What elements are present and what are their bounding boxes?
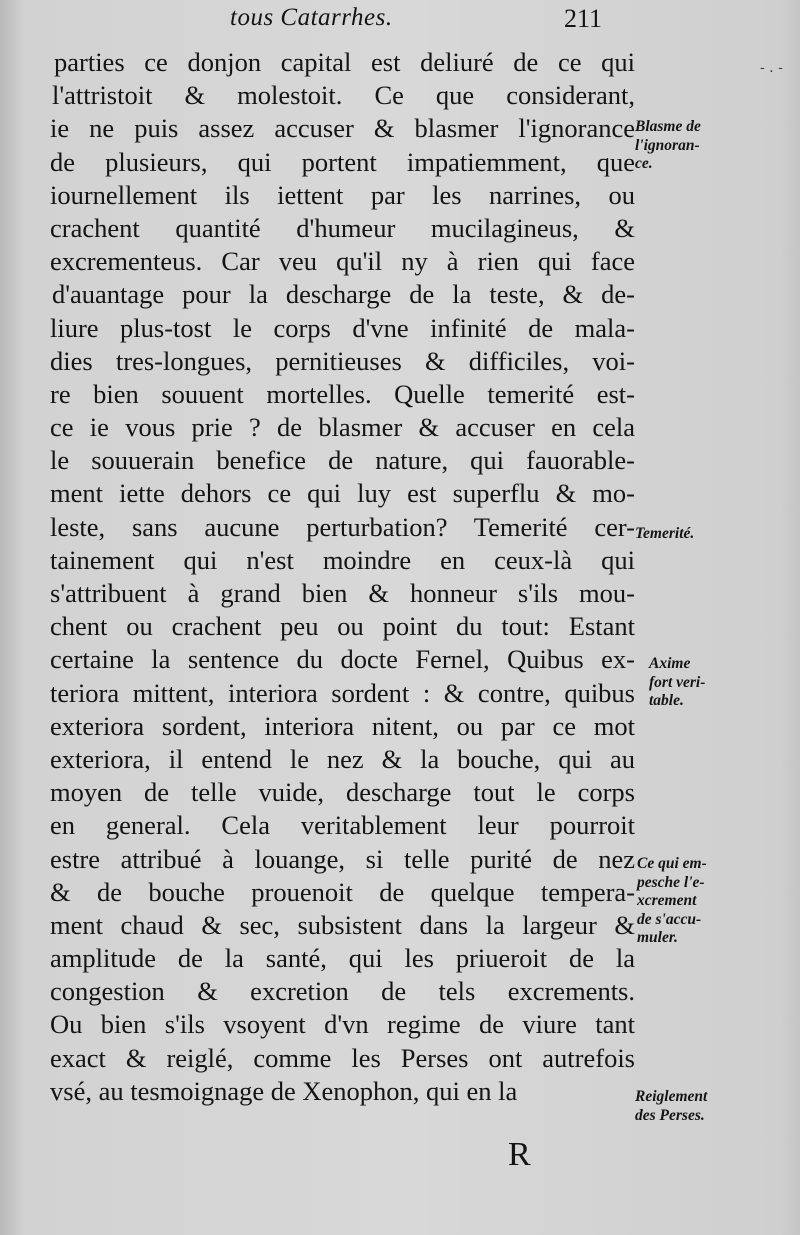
text-line: re bien souuent mortelles. Quelle temerité est- (50, 378, 635, 409)
text-line: Ou bien s'ils vsoyent d'vn regime de viure tant (50, 1009, 635, 1040)
marginal-note-line: Reiglement (635, 1088, 708, 1105)
text-line: & de bouche prouenoit de quelque tempera- (50, 876, 635, 907)
text-line: exteriora, il entend le nez & la bouche, qui au (50, 743, 635, 774)
text-line: certaine la sentence du docte Fernel, Quibus ex- (50, 644, 635, 675)
text-line: congestion & excretion de tels excrements. (50, 976, 635, 1007)
marginal-note-line: Blasme de (635, 118, 701, 135)
catchword: R (508, 1136, 531, 1173)
marginal-note-line: ce. (635, 155, 653, 172)
text-line: en general. Cela veritablement leur pourroit (50, 810, 635, 841)
text-line: leste, sans aucune perturbation? Temerité cer- (50, 511, 635, 542)
marginal-note-line: xcrement (637, 892, 697, 909)
text-line: d'auantage pour la descharge de la teste, & de- (52, 279, 635, 310)
marginal-note-line: des Perses. (635, 1106, 705, 1124)
text-line: l'attristoit & molestoit. Ce que considerant, (52, 80, 635, 111)
text-line: dies tres-longues, pernitieuses & difficiles, voi- (50, 345, 635, 376)
body-text (50, 46, 635, 1108)
text-line: vsé, au tesmoignage de Xenophon, qui en la (50, 1075, 518, 1106)
marginal-note (649, 655, 705, 711)
marginal-note (635, 525, 694, 544)
marginal-note-line: Ce qui em- (637, 855, 707, 872)
marginal-note (635, 1088, 707, 1125)
marginal-note-line: pesche l'e- (637, 873, 705, 891)
text-line: tainement qui n'est moindre en ceux-là qui (50, 544, 635, 575)
margin-mark: - . - (760, 60, 783, 76)
text-line: amplitude de la santé, qui les priueroit de la (50, 943, 635, 974)
marginal-note-line: table. (649, 692, 684, 709)
marginal-note-line: Temerité. (635, 525, 695, 542)
marginal-note (637, 855, 707, 948)
text-line: crachent quantité d'humeur mucilagineus, & (50, 212, 635, 243)
text-line: moyen de telle vuide, descharge tout le corps (50, 777, 635, 808)
page-number: 211 (564, 4, 603, 33)
text-line: ce ie vous prie ? de blasmer & accuser en cela (50, 412, 635, 443)
text-line: ment chaud & sec, subsistent dans la largeur & (50, 909, 635, 940)
text-line: ment iette dehors ce qui luy est superflu & mo- (50, 478, 635, 509)
marginal-note-line: fort veri- (649, 673, 706, 691)
marginal-note-line: Axime (649, 655, 691, 672)
marginal-note-line: muler. (637, 929, 678, 946)
text-line: s'attribuent à grand bien & honneur s'ils mou- (50, 578, 635, 608)
text-line: exteriora sordent, interiora nitent, ou par ce mot (50, 710, 635, 741)
text-line: liure plus-tost le corps d'vne infinité de mala- (50, 312, 635, 343)
text-line: le souuerain benefice de nature, qui fauorable- (50, 445, 635, 476)
text-line: exact & reiglé, comme les Perses ont autrefois (50, 1042, 635, 1073)
text-line: excrementeus. Car veu qu'il ny à rien qui face (50, 246, 635, 277)
text-line: de plusieurs, qui portent impatiemment, que (50, 146, 635, 177)
marginal-note (635, 118, 701, 174)
marginal-note-line: l'ignoran- (635, 136, 700, 154)
text-line: estre attribué à louange, si telle purité de nez (50, 843, 635, 874)
text-line: iournellement ils iettent par les narrines, ou (50, 179, 635, 210)
marginal-notes (635, 0, 800, 1235)
running-head: tous Catarrhes. (230, 4, 393, 31)
text-line: ie ne puis assez accuser & blasmer l'ignorance (50, 113, 635, 144)
text-line: chent ou crachent peu ou point du tout: Estant (50, 611, 635, 642)
text-line: parties ce donjon capital est deliuré de ce qui (54, 47, 635, 77)
text-line: teriora mittent, interiora sordent : & contre, quibus (50, 677, 635, 708)
marginal-note-line: de s'accu- (637, 910, 702, 928)
